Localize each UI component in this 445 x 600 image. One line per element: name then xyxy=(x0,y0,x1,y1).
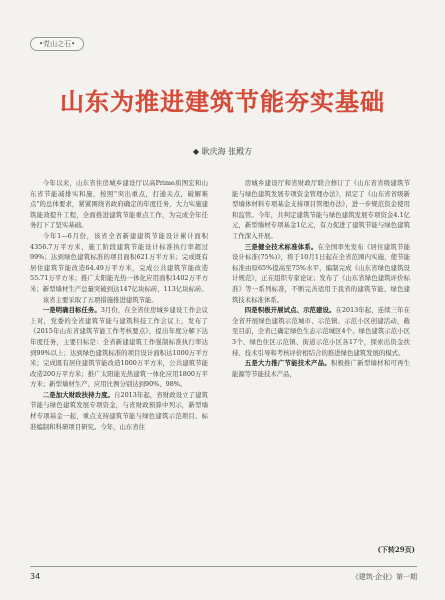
paragraph xyxy=(30,231,208,295)
continued-label: (下转29页) xyxy=(377,545,415,554)
paragraph-text: 自2013年起，省财政设立了建筑节能与绿色建筑发展专项资金，与省财政预算中列示，新型墙材专项基金一起，重点支持建筑节能与绿色建筑示范项目、标准编制和科研项目研究。今年，山东省住 xyxy=(30,390,209,431)
paragraph xyxy=(232,305,410,358)
paragraph xyxy=(30,390,208,432)
section-tag: •党山之石• xyxy=(30,37,84,51)
paragraph-text: 在全国率先发布《居住建筑节能设计标准(75%)》，将于10月1日起在全省范围内实施，使节能标准由原65%提高至75%水平，编制完成《山东省绿色建筑设计规范》，正在组织专家论证；发布了《山东省绿色建筑评价标准》等一系列标准，不断完善适用于我省的建筑节能、绿色建筑技术标准体系。 xyxy=(232,242,411,304)
page-title: 山东为推进建筑节能夯实基础 xyxy=(60,88,385,116)
paragraph-text: 今年1—6月份，该省全省新建建筑节能设计累计面积4356.7万平方米，施工阶段建筑节能设计标准执行率超过99%；达到绿色建筑标准的项目面积621万平方米；完成既有居住建筑节能改造64.49万平方米，完成公共建筑节能改造55.71万平方米；推广太阳能光热一体化应用面积1402万平方米；新型墙材生产总量突破到达147亿块标砖，113亿块标砖。 xyxy=(30,231,208,293)
section-heading: 三是健全技术标准体系。 xyxy=(244,242,318,251)
paragraph-text: 3月份，在全省住房城乡建设工作会议上对，党委的全省建筑节能与建筑科技工作会议上，发布了《2015年山东省建筑节能工作考核要点》，提出年度分解下达年度任务，主要目标是：全省新建建筑工作强制标准执行率达到99%以上；达到绿色建筑标准的项目设计面积达1000万平方米；完成既有居住建筑节能改造1000万平方米，公共建筑节能改造200万平方米；推广太阳能光热建筑一体化应用1800万平方米；新型墙材生产、应用比例分别达到90%、98%。 xyxy=(30,306,208,389)
section-heading: 一是明确目标任务。 xyxy=(42,306,101,315)
section-heading: 四是积极开展试点、示范建设。 xyxy=(244,306,336,315)
paragraph xyxy=(30,305,208,390)
paragraph xyxy=(30,295,208,306)
page-number: 34 xyxy=(30,572,41,581)
paragraph xyxy=(232,358,410,379)
paragraph-text: 今年以来，山东省住房城乡建设厅以高Prime质图宏和山东省节能减排实和施，按照"突出重点，打通关点，破解难点"的总体要求，紧紧围绕省政府确定的年度任务，大力实施建筑能效提升工程，全面推进建筑节能重点工作，为完成全年任务打下了坚实基础。 xyxy=(30,179,208,230)
journal-issue: 《建筑·企业》第一期 xyxy=(351,573,417,581)
footer-rule xyxy=(30,566,417,567)
paragraph xyxy=(232,178,410,242)
left-column xyxy=(30,178,208,432)
paragraph-text: 在2013年起，连续三年在全省开展绿色建筑示范城市、示范镇、示范小区创建活动，截至目前，全省已确定绿色生态示范城区4个、绿色建筑示范小区3个、绿色住区示范镇、街道示范小区各17个，探索出资金扶持、技术引导和考核评价相结合的推进绿色建筑发展的模式。 xyxy=(232,306,411,357)
paragraph xyxy=(30,178,208,231)
paragraph xyxy=(232,242,410,306)
section-heading: 五是大力推广节能技术产品。 xyxy=(244,359,331,368)
section-heading: 二是加大财政扶持力度。 xyxy=(42,390,115,399)
authors-line: ◆ 耿庆海 张殿方 xyxy=(192,147,253,156)
paragraph-text: 积极推广新型墙材和可再生能源等节能技术产品， xyxy=(232,359,411,378)
paragraph-text: 房城乡建设厅和省财政厅联合修订了《山东省省级建筑节能与绿色建筑发展专项资金管理办法》，拟定了《山东省省级新型墙体材料专项基金支持项目管理办法》，进一步规范资金使用和监管。今年，共判定建筑节能与绿色建筑发展专项资金4.1亿元，新型墙材专项基金1亿元，有力促进了建筑节能与绿色建筑工作深入开展。 xyxy=(232,179,410,240)
right-column xyxy=(232,178,410,379)
paragraph-text: 该省主要采取了五项措施推进建筑节能。 xyxy=(42,295,158,304)
